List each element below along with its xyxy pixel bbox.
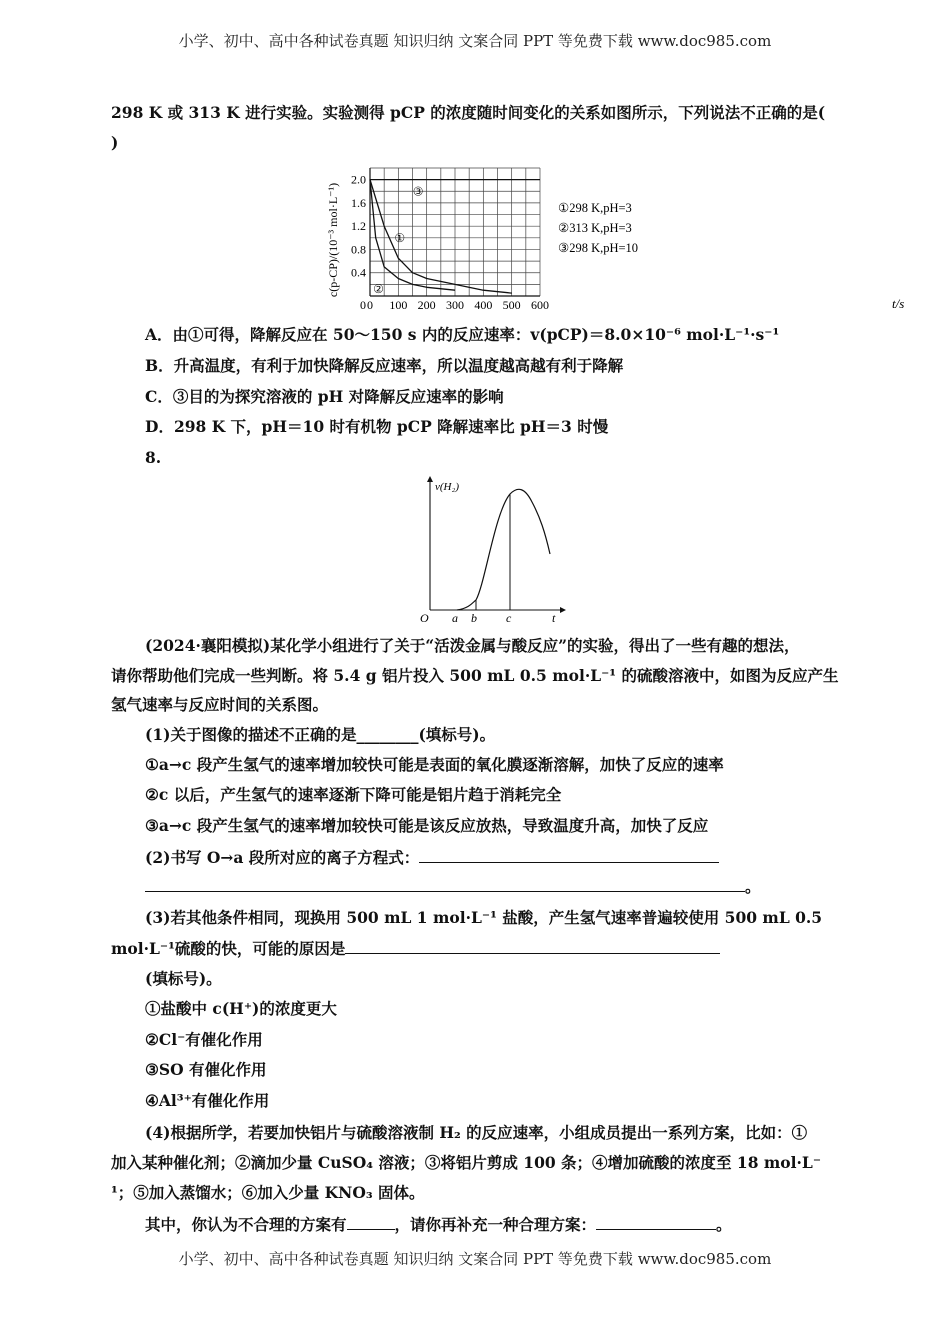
chart1-x-tick: 500 xyxy=(502,298,521,312)
q8-part1-option3: ③a→c 段产生氢气的速率增加较快可能是该反应放热，导致温度升高，加快了反应 xyxy=(145,816,709,835)
q8-part1-option2: ②c 以后，产生氢气的速率逐渐下降可能是铝片趋于消耗完全 xyxy=(145,785,562,804)
chart2-origin: O xyxy=(420,611,429,625)
chart2-marker-c: c xyxy=(506,611,512,625)
q8-part3-line1: (3)若其他条件相同，现换用 500 mL 1 mol·L⁻¹ 盐酸，产生氢气速率普遍较使用 500 mL 0.5 xyxy=(145,908,823,927)
concentration-chart xyxy=(320,160,905,318)
q8-part2: (2)书写 O→a 段所对应的离子方程式： xyxy=(145,848,420,867)
q8-part3-option4: ④Al³⁺有催化作用 xyxy=(145,1091,270,1110)
chart1-series-label: ① xyxy=(394,230,406,245)
q8-part4-line4 xyxy=(145,1214,732,1235)
q8-part2-end: 。 xyxy=(745,877,761,896)
q8-part2-blank[interactable] xyxy=(419,847,719,863)
chart2-ylabel: v(H₂) xyxy=(435,481,459,493)
chart2-xlabel: t xyxy=(552,611,556,625)
q8-part4-blank2[interactable] xyxy=(596,1214,716,1230)
chart2-marker-b: b xyxy=(471,611,477,625)
q8-part3-blank[interactable] xyxy=(345,938,720,954)
chart1-x-tick: 400 xyxy=(474,298,493,312)
chart1-legend-item: ③298 K,pH=10 xyxy=(558,241,639,255)
q7-option-c: C．③目的为探究溶液的 pH 对降解反应速率的影响 xyxy=(145,387,504,406)
q7-option-a: A．由①可得，降解反应在 50～150 s 内的反应速率：v(pCP)＝8.0×10⁻⁶ mol·L⁻¹·s⁻¹ xyxy=(145,325,780,344)
chart1-legend-item: ①298 K,pH=3 xyxy=(558,201,632,215)
q8-intro-line2: 请你帮助他们完成一些判断。将 5.4 g 铝片投入 500 mL 0.5 mol·L⁻¹ 的硫酸溶液中，如图为反应产生 xyxy=(111,666,839,685)
chart1-series-label: ③ xyxy=(412,184,424,199)
chart2-rate-curve xyxy=(457,489,550,610)
chart1-x-tick: 0 xyxy=(367,298,373,312)
chart1-series-label: ② xyxy=(373,282,384,297)
q8-part1: (1)关于图像的描述不正确的是________(填标号)。 xyxy=(145,725,496,744)
q8-part4-line3: ¹；⑤加入蒸馏水；⑥加入少量 KNO₃ 固体。 xyxy=(111,1183,425,1202)
q8-part3-line2: mol·L⁻¹硫酸的快，可能的原因是 xyxy=(111,939,346,958)
chart1-x-tick: 600 xyxy=(531,298,549,312)
chart1-x-tick: 200 xyxy=(417,298,436,312)
q8-part4-text-a: 其中，你认为不合理的方案有 xyxy=(145,1215,347,1234)
q8-part3-line3: (填标号)。 xyxy=(145,969,222,988)
q8-part4-text-c: 。 xyxy=(716,1215,732,1234)
chart2-axes xyxy=(427,476,566,613)
chart1-y-tick: 0.8 xyxy=(351,242,366,257)
q8-part2-blank2[interactable] xyxy=(145,876,745,892)
rate-chart xyxy=(410,472,570,627)
q8-intro-line1: (2024·襄阳模拟)某化学小组进行了关于“活泼金属与酸反应”的实验，得出了一些有趣的想法， xyxy=(145,636,800,655)
q8-number: 8. xyxy=(145,448,162,467)
page-footer: 小学、初中、高中各种试卷真题 知识归纳 文案合同 PPT 等免费下载 www.doc985.com xyxy=(178,1250,772,1268)
q8-part1-option1: ①a→c 段产生氢气的速率增加较快可能是表面的氧化膜逐渐溶解，加快了反应的速率 xyxy=(145,755,724,774)
page-header: 小学、初中、高中各种试卷真题 知识归纳 文案合同 PPT 等免费下载 www.doc985.com xyxy=(178,32,772,50)
chart1-y-tick: 0 xyxy=(360,298,366,312)
chart1-xlabel: t/s xyxy=(892,296,905,311)
q8-part3-option2: ②Cl⁻有催化作用 xyxy=(145,1030,263,1049)
q8-part2-line xyxy=(145,847,719,868)
q8-part4-line1: (4)根据所学，若要加快铝片与硫酸溶液制 H₂ 的反应速率，小组成员提出一系列方案，比如：① xyxy=(145,1123,808,1142)
q8-part3-option1: ①盐酸中 c(H⁺)的浓度更大 xyxy=(145,999,337,1018)
chart1-ylabel: c(p-CP)/(10⁻³ mol·L⁻¹) xyxy=(326,182,340,298)
chart1-y-tick: 1.2 xyxy=(351,219,366,234)
chart1-y-tick: 2.0 xyxy=(351,172,366,187)
chart1-y-tick: 0.4 xyxy=(351,265,366,280)
q8-part3-option3: ③SO 有催化作用 xyxy=(145,1060,267,1079)
q7-intro-line1: 298 K 或 313 K 进行实验。实验测得 pCP 的浓度随时间变化的关系如图所示，下列说法不正确的是( xyxy=(111,103,826,122)
q7-intro-line2: ) xyxy=(111,133,119,152)
q8-part4-text-b: ，请你再补充一种合理方案： xyxy=(394,1215,597,1234)
q8-intro-line3: 氢气速率与反应时间的关系图。 xyxy=(111,695,329,714)
q8-part4-blank1[interactable] xyxy=(347,1214,395,1230)
chart1-y-tick: 1.6 xyxy=(351,195,366,210)
q7-option-b: B．升高温度，有利于加快降解反应速率，所以温度越高越有利于降解 xyxy=(145,356,624,375)
chart1-legend-item: ②313 K,pH=3 xyxy=(558,221,632,235)
chart2-marker-a: a xyxy=(452,611,458,625)
chart1-x-tick: 100 xyxy=(389,298,408,312)
chart1-x-tick: 300 xyxy=(446,298,464,312)
q8-part2-line2 xyxy=(145,876,761,897)
q7-option-d: D．298 K 下，pH＝10 时有机物 pCP 降解速率比 pH＝3 时慢 xyxy=(145,417,609,436)
q8-part3-line2-wrap xyxy=(111,938,720,959)
chart1-legend xyxy=(558,201,638,255)
q8-part4-line2: 加入某种催化剂；②滴加少量 CuSO₄ 溶液；③将铝片剪成 100 条；④增加硫酸的浓度至 18 mol·L⁻ xyxy=(111,1153,821,1172)
